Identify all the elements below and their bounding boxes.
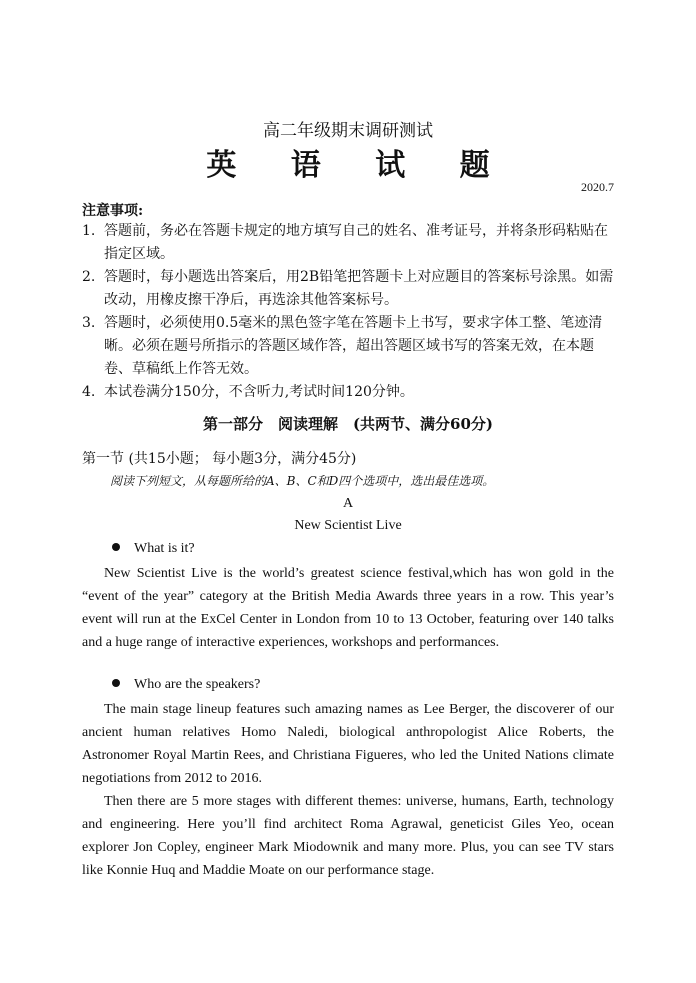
note-text-continued: 晰。必须在题号所指示的答题区域作答，超出答题区域书写的答案无效，在本题卷、草稿纸上作答无效。 [104,338,594,377]
notes-heading: 注意事项: [82,203,144,219]
exam-title: 英 语 试 题 [206,148,512,183]
note-number: 2. [82,269,96,285]
section-instruction: 阅读下列短文，从每题所给的A、B、C和D四个选项中，选出最佳选项。 [110,474,495,488]
exam-subtitle: 高二年级期末调研测试 [263,121,433,141]
passage-title: New Scientist Live [294,518,402,533]
section-heading: 第一节 (共15小题； 每小题3分，满分45分) [82,451,357,467]
bullet-heading-text: Who are the speakers? [134,677,261,692]
note-text: 答题前，务必在答题卡规定的地方填写自己的姓名、准考证号，并将条形码粘贴在 [104,223,608,239]
part-heading: 第一部分 阅读理解 (共两节、满分60分) [202,415,494,433]
note-item [82,381,614,404]
bullet-heading-text: What is it? [134,541,195,556]
passage-letter: A [342,496,354,511]
passage-paragraph: The main stage lineup features such amazing names as Lee Berger, the discoverer of our ancient human relatives Homo Naledi, biological anthropologist Alice Roberts, the Astronomer Royal Martin Rees, and Christiana Figueres, who led the United Nations climate negotiations from 2012 to 2016. [82,702,614,786]
bullet-dot-icon [112,543,120,551]
note-number: 1. [82,223,96,239]
bullet-dot-icon [112,679,120,687]
passage-paragraph: New Scientist Live is the world’s greatest science festival,which has won gold in the “event of the year” category at the British Media Awards three years in a row. This year’s event will run at the ExCel Center in London from 10 to 13 October, featuring over 140 talks and a huge range of interactive experiences, workshops and performances. [82,566,614,650]
note-text-continued: 指定区域。 [104,246,174,262]
note-text: 答题时，每小题选出答案后，用2B铅笔把答题卡上对应题目的答案标号涂黑。如需 [104,269,614,285]
note-item [82,266,614,312]
note-item [82,312,614,381]
note-item [82,220,614,266]
passage-paragraph: Then there are 5 more stages with different themes: universe, humans, Earth, technology and engineering. Here you’ll find architect Roma Agrawal, geneticist Giles Yeo, ocean explorer Jon Copley, engineer Mark Miodownik and many more. Plus, you can see TV stars like Konnie Huq and Maddie Moate on our performance stage. [82,794,614,878]
note-text: 答题时，必须使用0.5毫米的黑色签字笔在答题卡上书写，要求字体工整、笔迹清 [104,315,603,331]
note-number: 3. [82,315,96,331]
exam-date: 2020.7 [581,180,614,194]
bullet-heading [112,541,195,557]
note-text: 本试卷满分150分，不含听力,考试时间120分钟。 [104,384,414,400]
note-text-continued: 改动，用橡皮擦干净后，再选涂其他答案标号。 [104,292,398,308]
note-number: 4. [82,384,96,400]
bullet-heading [112,677,260,693]
